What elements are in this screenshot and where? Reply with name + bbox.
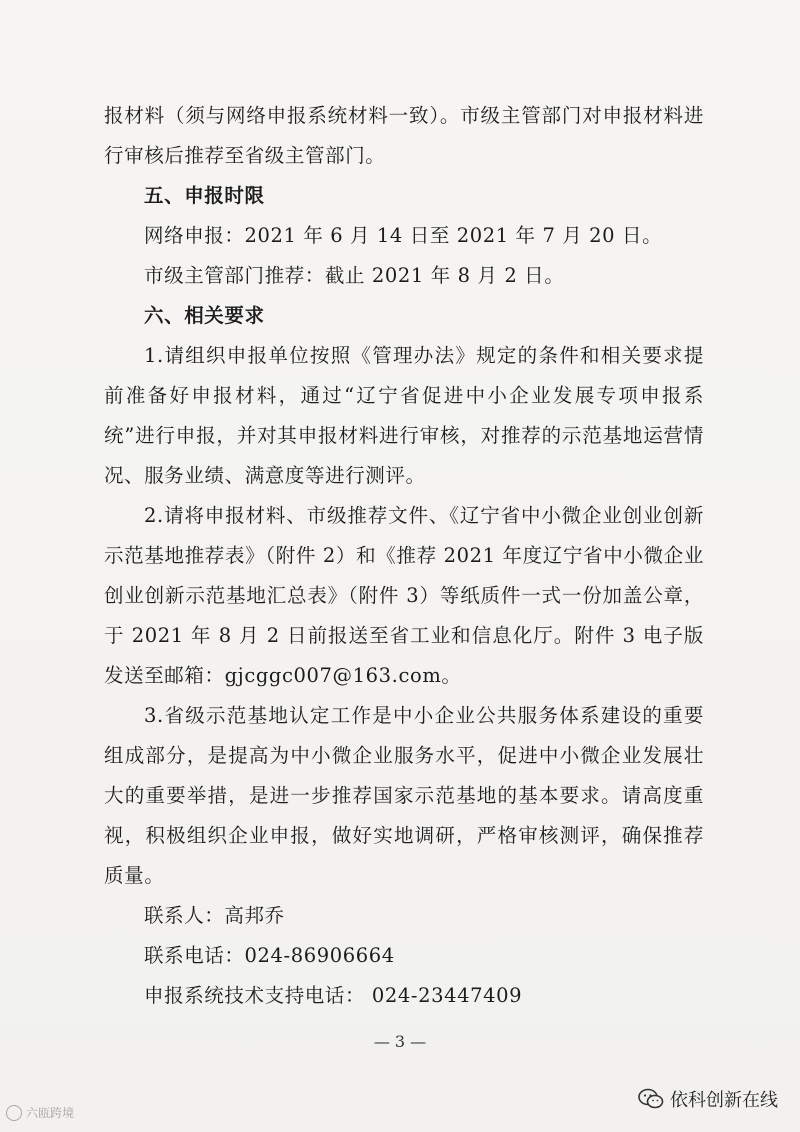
watermark-left: [6, 1104, 74, 1121]
watermark-right: [638, 1086, 778, 1112]
circle-logo-icon: [6, 1105, 22, 1121]
requirement-2: 2.请将申报材料、市级推荐文件、《辽宁省中小微企业创业创新示范基地推荐表》（附件 2）和《推荐 2021 年度辽宁省中小微企业创业创新示范基地汇总表》（附件 3）等纸质件一式一份加盖公章，于 2021 年 8 月 2 日前报送至省工业和信息化厅。附件 3 电子版发送至邮箱：gjcggc007@163.com。: [104, 504, 704, 687]
document-body: [104, 96, 704, 1016]
paragraph-1: 报材料（须与网络申报系统材料一致）。市级主管部门对申报材料进行审核后推荐至省级主管部门。: [104, 104, 704, 167]
watermark-right-text: 依科创新在线: [670, 1090, 778, 1111]
section-heading-6: 六、相关要求: [144, 304, 265, 327]
section-heading-5: 五、申报时限: [144, 184, 265, 207]
paragraph-online-deadline: 网络申报：2021 年 6 月 14 日至 2021 年 7 月 20 日。: [144, 224, 663, 247]
support-phone: 申报系统技术支持电话： 024-23447409: [144, 984, 523, 1007]
contact-phone: 联系电话：024-86906664: [144, 944, 395, 967]
requirement-3: 3.省级示范基地认定工作是中小企业公共服务体系建设的重要组成部分，是提高为中小微企业服务水平，促进中小微企业发展壮大的重要举措，是进一步推荐国家示范基地的基本要求。请高度重视，积极组织企业申报，做好实地调研，严格审核测评，确保推荐质量。: [104, 704, 704, 887]
paragraph-city-deadline: 市级主管部门推荐：截止 2021 年 8 月 2 日。: [144, 264, 565, 287]
page-number: — 3 —: [373, 1032, 427, 1051]
contact-person: 联系人：高邦乔: [144, 904, 285, 927]
watermark-left-text: 六瓯跨境: [26, 1106, 75, 1120]
requirement-1: 1.请组织申报单位按照《管理办法》规定的条件和相关要求提前准备好申报材料，通过“辽宁省促进中小企业发展专项申报系统”进行申报，并对其申报材料进行审核，对推荐的示范基地运营情况、服务业绩、满意度等进行测评。: [104, 344, 704, 487]
wechat-icon: [638, 1088, 664, 1110]
